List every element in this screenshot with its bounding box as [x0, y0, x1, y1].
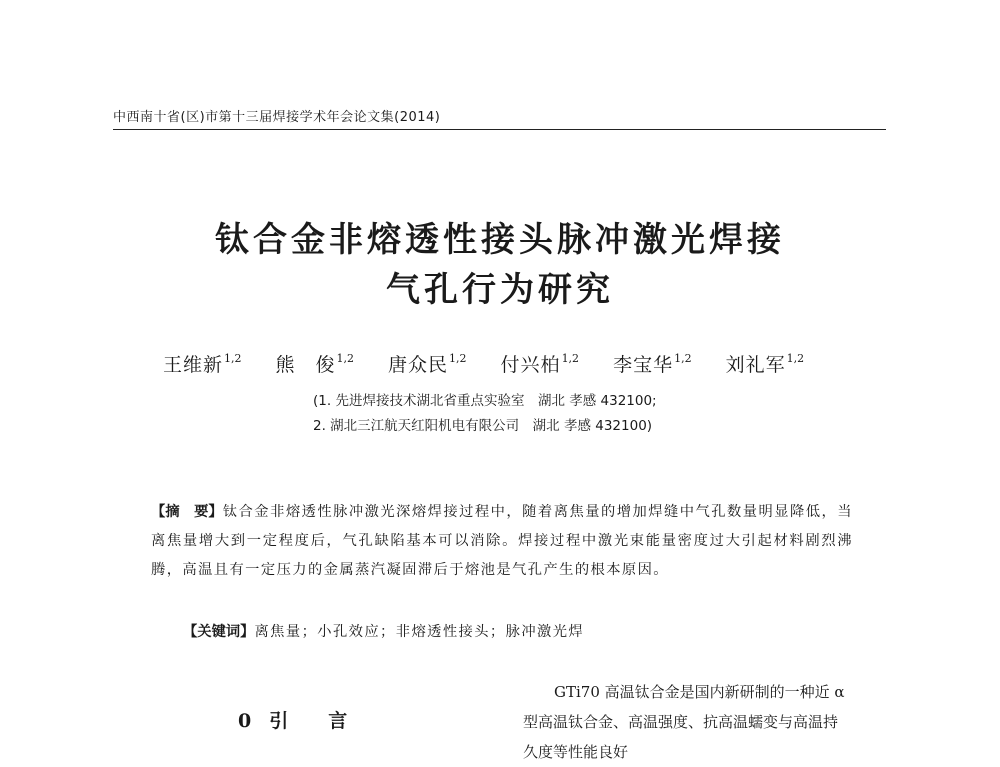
abstract-text: 钛合金非熔透性脉冲激光深熔焊接过程中，随着离焦量的增加焊缝中气孔数量明显降低，当离焦量增大到一定程度后，气孔缺陷基本可以消除。焊接过程中激光束能量密度过大引起材料剧烈沸腾，高温且有一定压力的金属蒸汽凝固滞后于熔池是气孔产生的根本原因。: [151, 504, 854, 578]
author-name: 李宝华: [613, 354, 674, 376]
author: [501, 350, 580, 377]
body-text: [523, 677, 891, 767]
paper-title-line1: 钛合金非熔透性接头脉冲激光焊接: [215, 220, 785, 260]
body-line-text: GTi70 高温钛合金是国内新研制的一种近 α: [554, 683, 845, 701]
keywords: [183, 621, 584, 641]
author: [613, 350, 692, 377]
affiliation-1: (1. 先进焊接技术湖北省重点实验室 湖北 孝感 432100;: [313, 393, 657, 409]
author-name: 王维新: [163, 354, 224, 376]
author: [276, 350, 355, 377]
section-title: 引言: [269, 710, 388, 732]
author-affil-mark: 1,2: [336, 352, 355, 365]
header-rule: [113, 129, 886, 130]
abstract: [151, 498, 853, 585]
author-list: [163, 350, 838, 377]
paper-title-line2: 气孔行为研究: [386, 270, 614, 310]
author: [163, 350, 242, 377]
author-name: 熊 俊: [275, 354, 336, 376]
author-name: 刘礼军: [725, 354, 786, 376]
author-affil-mark: 1,2: [674, 352, 692, 365]
keywords-text: 离焦量；小孔效应；非熔透性接头；脉冲激光焊: [254, 624, 585, 640]
author-name: 唐众民: [388, 354, 449, 376]
author-affil-mark: 1,2: [786, 352, 805, 365]
section-number: 0: [238, 710, 252, 732]
body-line: 型高温钛合金、高温强度、抗高温蠕变与高温持: [523, 713, 839, 731]
author-affil-mark: 1,2: [449, 352, 467, 365]
section-heading: [238, 706, 387, 733]
body-line: [523, 677, 891, 707]
author-affil-mark: 1,2: [224, 352, 242, 365]
running-header: 中西南十省(区)市第十三届焊接学术年会论文集(2014): [113, 110, 441, 125]
author: [388, 350, 467, 377]
author: [726, 350, 805, 377]
affiliation-2: 2. 湖北三江航天红阳机电有限公司 湖北 孝感 432100): [313, 418, 653, 434]
author-affil-mark: 1,2: [561, 352, 580, 365]
body-line: 久度等性能良好: [523, 743, 629, 761]
abstract-label: 【摘 要】: [151, 504, 223, 520]
author-name: 付兴柏: [500, 354, 561, 376]
keywords-label: 【关键词】: [183, 624, 255, 640]
